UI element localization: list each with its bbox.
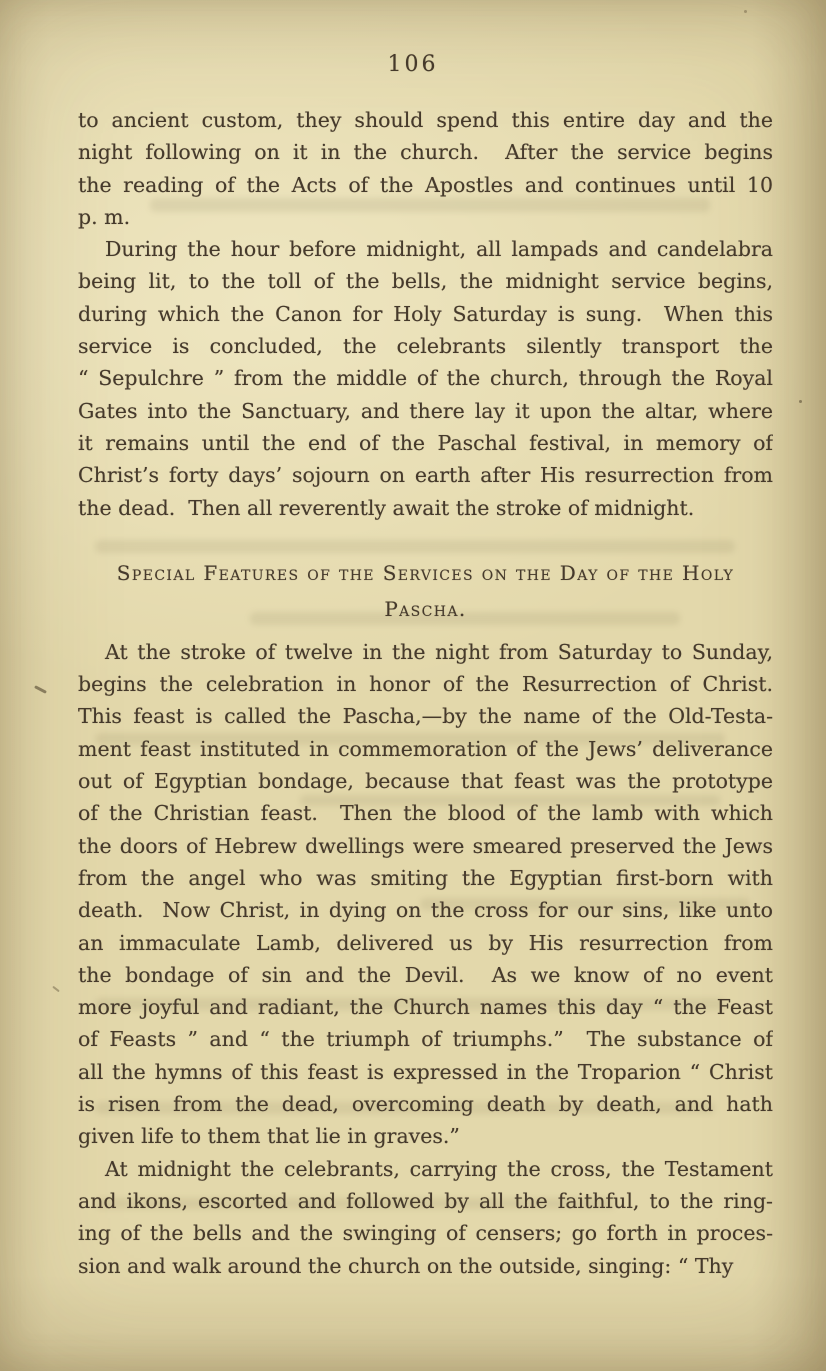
text-line: death. Now Christ, in dying on the cross for our sins, like unto [78, 898, 773, 923]
text-line: all the hymns of this feast is expressed in the Troparion “ Christ [78, 1059, 773, 1084]
text-line: the dead. Then all reverently await the stroke of midnight. [78, 495, 695, 520]
text-line: from the angel who was smiting the Egyptian first-born with [78, 865, 773, 890]
text-line: given life to them that lie in graves.” [78, 1124, 460, 1149]
pen-mark [34, 685, 47, 694]
ink-speck [799, 400, 802, 403]
text-line: the doors of Hebrew dwellings were smeared preserved the Jews [78, 833, 773, 858]
paragraph [78, 104, 773, 233]
page-body [78, 104, 773, 1282]
text-line: the bondage of sin and the Devil. As we know of no event [78, 962, 773, 987]
text-line: ing of the bells and the swinging of censers; go forth in proces- [78, 1221, 773, 1246]
page-number: 106 [387, 52, 439, 77]
text-line: an immaculate Lamb, delivered us by His resurrection from [78, 930, 773, 955]
paragraph [78, 233, 773, 524]
text-line: ment feast instituted in commemoration of the Jews’ deliverance [78, 736, 773, 761]
text-line: the reading of the Acts of the Apostles and continues until 10 [78, 172, 773, 197]
text-line: night following on it in the church. After the service begins [78, 140, 773, 165]
text-line: more joyful and radiant, the Church names this day “ the Feast [78, 995, 773, 1020]
ink-speck [744, 10, 747, 13]
text-line: being lit, to the toll of the bells, the midnight service begins, [78, 269, 773, 294]
text-line: sion and walk around the church on the outside, singing: “ Thy [78, 1253, 734, 1278]
text-line: At the stroke of twelve in the night from Saturday to Sunday, [105, 639, 773, 664]
text-line: and ikons, escorted and followed by all the faithful, to the ring- [78, 1188, 773, 1213]
text-line: During the hour before midnight, all lampads and candelabra [105, 237, 773, 262]
text-line: This feast is called the Pascha,—by the name of the Old-Testa- [78, 704, 773, 729]
text-line: to ancient custom, they should spend this entire day and the [78, 108, 773, 132]
text-line: “ Sepulchre ” from the middle of the church, through the Royal [78, 366, 773, 391]
heading-line: Pascha. [384, 596, 467, 621]
section-heading [78, 555, 773, 627]
text-line: At midnight the celebrants, carrying the cross, the Testament [105, 1156, 773, 1181]
text-line: Gates into the Sanctuary, and there lay it upon the altar, where [78, 398, 773, 423]
pen-mark [52, 986, 60, 993]
text-line: it remains until the end of the Paschal festival, in memory of [78, 430, 773, 455]
paragraph [78, 1153, 773, 1282]
paragraph [78, 636, 773, 1153]
text-line: of Feasts ” and “ the triumph of triumphs.” The substance of [78, 1027, 773, 1052]
text-line: out of Egyptian bondage, because that feast was the prototype [78, 769, 773, 794]
text-line: is risen from the dead, overcoming death by death, and hath [78, 1092, 773, 1117]
text-line: begins the celebration in honor of the Resurrection of Christ. [78, 672, 773, 697]
text-line: service is concluded, the celebrants silently transport the [78, 334, 773, 359]
heading-line: Special Features of the Services on the Day of the Holy [116, 560, 735, 585]
text-line: of the Christian feast. Then the blood of the lamb with which [78, 801, 773, 826]
text-line: p. m. [78, 204, 131, 229]
text-line: Christ’s forty days’ sojourn on earth after His resurrection from [78, 463, 773, 488]
text-line: during which the Canon for Holy Saturday is sung. When this [78, 301, 773, 326]
